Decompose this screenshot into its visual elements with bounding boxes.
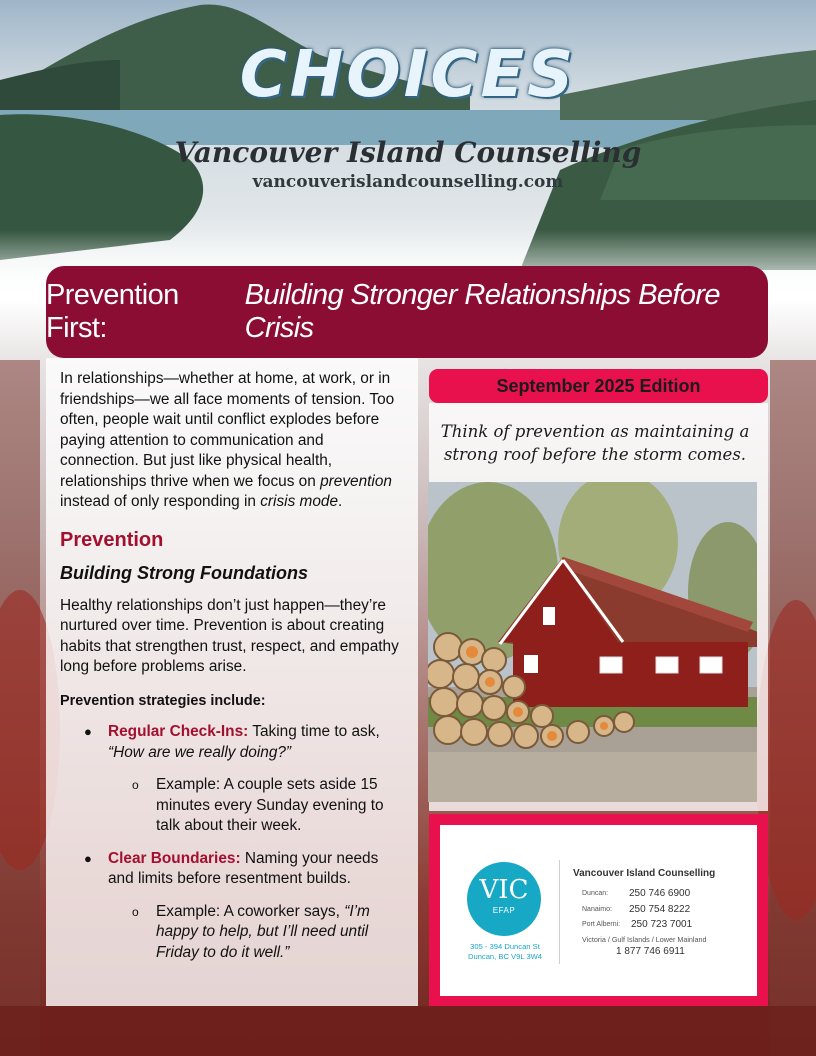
newsletter-title: CHOICES [239, 38, 577, 112]
headline-banner [46, 266, 768, 358]
foundations-paragraph: Healthy relationships don’t just happen—they’re nurtured over time. Prevention is about creating habits that strengthen trust, respect, and empathy long before problems arise. [60, 596, 399, 675]
article-body [60, 369, 406, 963]
example-quote: “I’m happy to help, but I’ll need until Friday to do it well.” [156, 902, 370, 961]
intro-emphasis-prevention: prevention [320, 472, 392, 490]
headline-lead: Prevention First: [46, 279, 179, 344]
card-organization: Vancouver Island Counselling [573, 868, 716, 879]
logo-sub-text: EFAP [492, 906, 516, 915]
red-barn-photo [428, 482, 757, 802]
office-phone-port-alberni: 250 723 7001 [631, 919, 693, 930]
website-url: vancouverislandcounselling.com [252, 172, 564, 192]
circle-bullet-icon: o [132, 904, 139, 919]
section-heading: Prevention [60, 528, 164, 551]
intro-emphasis-crisis: crisis mode [260, 493, 339, 510]
intro-paragraph [60, 369, 406, 513]
service-regions: Victoria / Gulf Islands / Lower Mainland [582, 935, 707, 944]
vic-logo [467, 862, 541, 936]
intro-text-3: . [338, 493, 343, 510]
office-phone-duncan: 250 746 6900 [629, 888, 691, 899]
headline-subtitle: Building Stronger Relationships Before Crisis [244, 279, 720, 344]
strategies-label: Prevention strategies include: [60, 692, 266, 709]
strategy-quote: “How are we really doing?” [108, 743, 292, 761]
strategy-name: Clear Boundaries: [108, 849, 241, 867]
office-label-nanaimo: Nanaimo: [582, 906, 612, 913]
strategy-list [60, 722, 406, 963]
example-list [108, 902, 406, 964]
logo-main-text: VIC [479, 875, 529, 905]
bullet-icon: ● [84, 724, 92, 739]
office-phone-nanaimo: 250 754 8222 [629, 904, 691, 915]
list-item [108, 902, 406, 964]
intro-text-2: instead of only responding in [60, 493, 261, 510]
intro-text-1: In relationships—whether at home, at work, or in friendships—we all face moments of tension. Too often, people wait until conflict explodes before paying attention to communication and connection. But just like physical health, relationships thrive when we focus on [60, 370, 395, 490]
toll-free-number: 1 877 746 6911 [616, 946, 685, 957]
example-text: Example: A couple sets aside 15 minutes every Sunday evening to talk about their week. [156, 776, 384, 834]
address-line-2: Duncan, BC V9L 3W4 [467, 952, 542, 961]
example-list [108, 775, 406, 837]
sidebar-quote: Think of prevention as maintaining a strong roof before the storm comes. [440, 422, 750, 464]
circle-bullet-icon: o [132, 778, 139, 792]
example-text: Example: A coworker says, [156, 902, 345, 920]
address-line-1: 305 - 394 Duncan St [470, 942, 540, 951]
strategy-text: Taking time to ask, [248, 723, 380, 740]
list-item [108, 775, 406, 837]
subheading: Building Strong Foundations [60, 562, 308, 583]
list-item [60, 722, 406, 837]
edition-badge: September 2025 Edition [429, 369, 768, 403]
bullet-icon: ● [84, 850, 92, 866]
strategy-name: Regular Check-Ins: [108, 723, 249, 740]
office-label-duncan: Duncan: [582, 890, 609, 897]
barn-with-logs-illustration [428, 482, 757, 802]
list-item [60, 849, 406, 964]
organization-script-name: Vancouver Island Counselling [174, 136, 642, 169]
strategy-text: Naming your needs and limits before resentment builds. [108, 849, 379, 887]
office-label-port-alberni: Port Alberni: [582, 921, 621, 928]
card-divider [559, 860, 560, 964]
